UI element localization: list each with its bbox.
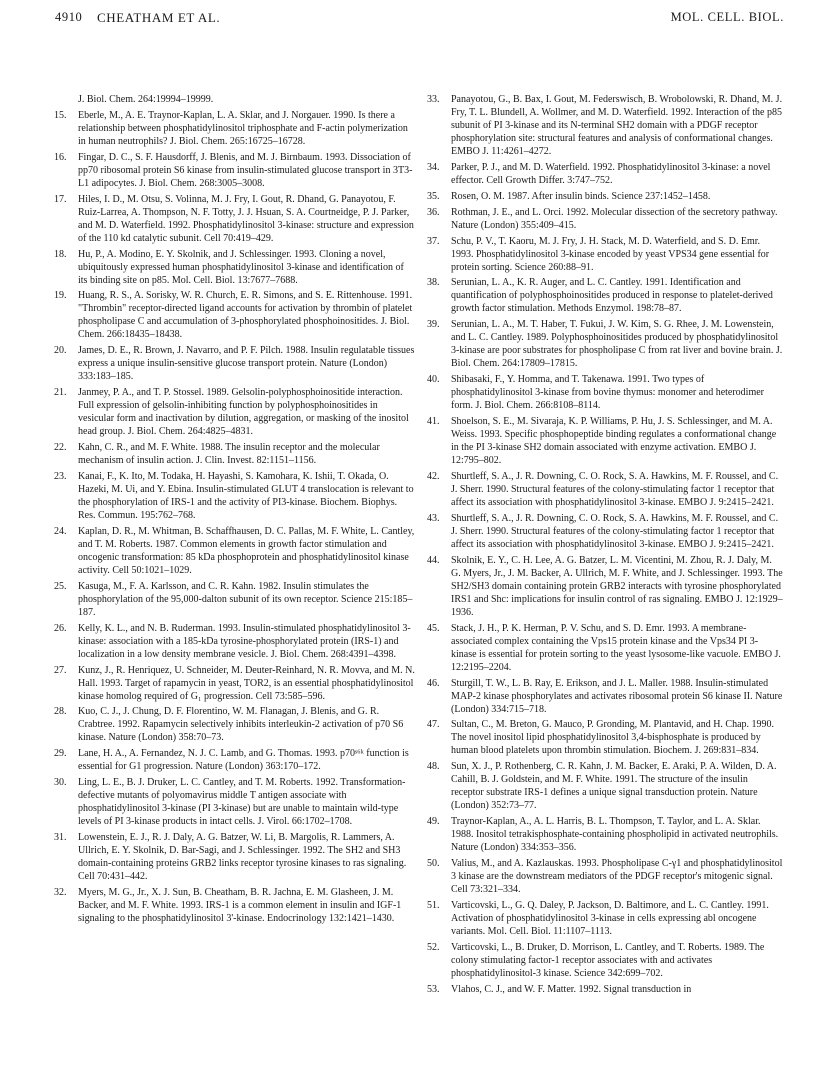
reference-number: 30. xyxy=(54,777,67,789)
reference-number: 45. xyxy=(427,622,440,634)
reference-entry xyxy=(427,941,783,980)
reference-entry xyxy=(427,93,783,158)
reference-entry xyxy=(54,386,415,438)
reference-entry xyxy=(427,318,783,370)
reference-number: 35. xyxy=(427,190,440,202)
reference-entry xyxy=(427,415,783,467)
reference-entry xyxy=(427,512,783,551)
reference-column-left xyxy=(54,93,415,928)
reference-entry xyxy=(54,664,415,703)
reference-entry xyxy=(427,815,783,854)
reference-text: Stack, J. H., P. K. Herman, P. V. Schu, and S. D. Emr. 1993. A membrane-associated complex containing the Vps15 protein kinase and the Vps34 PI 3-kinase is essential for protein sorting to the yeast lysosome-like vacuole. EMBO J. 12:2195–2204. xyxy=(451,622,781,673)
reference-text: Hu, P., A. Modino, E. Y. Skolnik, and J. Schlessinger. 1993. Cloning a novel, ubiquitously expressed human phosphatidylinositol 3-kinase and identification of its binding site on p85. Mol. Cell. Biol. 13:7677–7688. xyxy=(78,248,404,286)
reference-number: 23. xyxy=(54,471,67,483)
running-authors: CHEATHAM ET AL. xyxy=(97,10,221,25)
reference-text: Kahn, C. R., and M. F. White. 1988. The insulin receptor and the molecular mechanism of insulin action. J. Clin. Invest. 82:1151–1156. xyxy=(78,442,380,467)
reference-text: Parker, P. J., and M. D. Waterfield. 1992. Phosphatidylinositol 3-kinase: a novel effector. Cell Growth Differ. 3:747–752. xyxy=(451,161,771,186)
running-header xyxy=(0,10,816,30)
reference-text: Sun, X. J., P. Rothenberg, C. R. Kahn, J. M. Backer, E. Araki, P. A. Wilden, D. A. Cahill, B. J. Goldstein, and M. F. White. 1991. The structure of the insulin receptor substrate IRS-1 defines a unique signal transduction protein. Nature (London) 352:73–77. xyxy=(451,761,777,812)
reference-number: 53. xyxy=(427,983,440,995)
reference-number: 46. xyxy=(427,677,440,689)
reference-number: 49. xyxy=(427,816,440,828)
reference-entry xyxy=(427,206,783,232)
reference-number: 50. xyxy=(427,858,440,870)
reference-number: 52. xyxy=(427,941,440,953)
reference-number: 38. xyxy=(427,277,440,289)
reference-text: Schu, P. V., T. Kaoru, M. J. Fry, J. H. Stack, M. D. Waterfield, and S. D. Emr. 1993. Phosphatidylinositol 3-kinase encoded by yeast VPS34 gene essential for protein sorting. Science 260:88–91. xyxy=(451,235,770,273)
reference-entry xyxy=(427,718,783,757)
reference-text: Ling, L. E., B. J. Druker, L. C. Cantley, and T. M. Roberts. 1992. Transformation-defective mutants of polyomavirus middle T antigen associate with phosphatidylinositol 3-kinase (PI 3-kinase) but are unable to maintain wild-type levels of PI 3-kinase products in intact cells. J. Virol. 66:1702–1708. xyxy=(78,777,406,828)
reference-entry xyxy=(427,622,783,674)
reference-text: Lane, H. A., A. Fernandez, N. J. C. Lamb, and G. Thomas. 1993. p70ˢ⁶ᵏ function is essential for G1 progression. Nature (London) 363:170–172. xyxy=(78,748,409,773)
reference-number: 24. xyxy=(54,525,67,537)
reference-number: 33. xyxy=(427,94,440,105)
reference-text: Varticovski, L., B. Druker, D. Morrison, L. Cantley, and T. Roberts. 1989. The colony stimulating factor-1 receptor associates with and activates phosphatidylinositol-3 kinase. Science 342:699–702. xyxy=(451,941,765,979)
reference-text: Fingar, D. C., S. F. Hausdorff, J. Blenis, and M. J. Birnbaum. 1993. Dissociation of pp70 ribosomal protein S6 kinase from insulin-stimulated glucose transport in 3T3-L1 adipocytes. J. Biol. Chem. 268:3005–3008. xyxy=(78,151,413,189)
reference-entry xyxy=(54,109,415,148)
reference-number: 40. xyxy=(427,374,440,386)
reference-text: Shoelson, S. E., M. Sivaraja, K. P. Williams, P. Hu, J. S. Schlessinger, and M. A. Weiss. 1993. Specific phosphopeptide binding regulates a conformational change in the PI 3-kinase SH2 domain associated with enzyme activation. EMBO J. 12:795–802. xyxy=(451,416,777,467)
reference-number: 43. xyxy=(427,512,440,524)
reference-entry xyxy=(427,983,783,996)
reference-column-right xyxy=(427,93,783,999)
reference-number: 31. xyxy=(54,832,67,844)
reference-number: 16. xyxy=(54,151,67,163)
reference-text: Shibasaki, F., Y. Homma, and T. Takenawa. 1991. Two types of phosphatidylinositol 3-kinase from bovine thymus: monomer and heterodimer form. J. Biol. Chem. 266:8108–8114. xyxy=(451,374,765,412)
reference-number: 21. xyxy=(54,387,67,399)
reference-entry xyxy=(427,190,783,203)
reference-text: Kuo, C. J., J. Chung, D. F. Florentino, W. M. Flanagan, J. Blenis, and G. R. Crabtree. 1992. Rapamycin selectively inhibits interleukin-2 activation of p70 S6 kinase. Nature (London) 358:70–73. xyxy=(78,706,404,744)
reference-text: Kanai, F., K. Ito, M. Todaka, H. Hayashi, S. Kamohara, K. Ishii, T. Okada, O. Hazeki, M. Ui, and Y. Ebina. Insulin-stimulated GLUT 4 translocation is relevant to the phosphorylation of IRS-1 and the activity of PI3-kinase. Biochem. Biophys. Res. Commun. 195:762–768. xyxy=(78,471,414,522)
reference-number: 20. xyxy=(54,345,67,357)
reference-number: 48. xyxy=(427,761,440,773)
reference-entry xyxy=(427,161,783,187)
reference-entry xyxy=(54,151,415,190)
reference-entry xyxy=(54,886,415,925)
reference-text: Shurtleff, S. A., J. R. Downing, C. O. Rock, S. A. Hawkins, M. F. Roussel, and C. J. Sherr. 1990. Structural features of the colony-stimulating factor 1 receptor that affect its association with phosphatidylinositol 3-kinase. EMBO J. 9:2415–2421. xyxy=(451,471,779,509)
reference-text: Valius, M., and A. Kazlauskas. 1993. Phospholipase C-γ1 and phosphatidylinositol 3 kinase are the downstream mediators of the PDGF receptor's mitogenic signal. Cell 73:321–334. xyxy=(451,858,783,896)
reference-entry xyxy=(54,525,415,577)
reference-text: Skolnik, E. Y., C. H. Lee, A. G. Batzer, L. M. Vicentini, M. Zhou, R. J. Daly, M. G. Myers, Jr., J. M. Backer, A. Ullrich, M. F. White, and J. Schlessinger. 1993. The SH2/SH3 domain containing protein GRB2 interacts with tyrosine phosphorylated IRS1 and Shc: implications for insulin control of ras signaling. EMBO J. 12:1929–1936. xyxy=(451,554,783,618)
reference-text: Sturgill, T. W., L. B. Ray, E. Erikson, and J. L. Maller. 1988. Insulin-stimulated MAP-2 kinase phosphorylates and activates ribosomal protein S6 kinase II. Nature (London) 334:715–718. xyxy=(451,677,783,715)
reference-number: 18. xyxy=(54,248,67,260)
reference-text: Rosen, O. M. 1987. After insulin binds. Science 237:1452–1458. xyxy=(451,190,711,202)
reference-number: 26. xyxy=(54,622,67,634)
reference-entry xyxy=(54,622,415,661)
reference-text: Kasuga, M., F. A. Karlsson, and C. R. Kahn. 1982. Insulin stimulates the phosphorylation of the 95,000-dalton subunit of its own receptor. Science 215:185–187. xyxy=(78,580,413,618)
reference-text: Eberle, M., A. E. Traynor-Kaplan, L. A. Sklar, and J. Norgauer. 1990. Is there a relationship between phosphatidylinositol triphosphate and F-actin polymerization in human neutrophils? J. Biol. Chem. 265:16725–16728. xyxy=(78,109,408,147)
reference-number: 27. xyxy=(54,664,67,676)
reference-entry xyxy=(54,776,415,828)
reference-entry xyxy=(54,441,415,467)
reference-number: 29. xyxy=(54,748,67,760)
reference-entry xyxy=(54,747,415,773)
reference-text: Vlahos, C. J., and W. F. Matter. 1992. Signal transduction in xyxy=(451,983,692,995)
reference-entry xyxy=(54,831,415,883)
reference-entry xyxy=(54,705,415,744)
reference-text: Kaplan, D. R., M. Whitman, B. Schaffhausen, D. C. Pallas, M. F. White, L. Cantley, and T. M. Roberts. 1987. Common elements in growth factor stimulation and oncogenic transformation: 85 kDa phosphoprotein and phosphatidylinositol kinase activity. Cell 50:1021–1029. xyxy=(78,525,415,576)
reference-number: 34. xyxy=(427,161,440,173)
reference-number: 44. xyxy=(427,554,440,566)
reference-continuation: J. Biol. Chem. 264:19994–19999. xyxy=(78,94,214,105)
reference-text: Rothman, J. E., and L. Orci. 1992. Molecular dissection of the secretory pathway. Nature (London) 355:409–415. xyxy=(451,206,778,231)
reference-text: Serunian, L. A., M. T. Haber, T. Fukui, J. W. Kim, S. G. Rhee, J. M. Lowenstein, and L. C. Cantley. 1989. Polyphosphoinositides produced by phosphatidylinositol 3-kinase are poor substrates for phospholipase C from rat liver and bovine brain. J. Biol. Chem. 264:17809–17815. xyxy=(451,319,783,370)
reference-entry xyxy=(427,235,783,274)
reference-text: Shurtleff, S. A., J. R. Downing, C. O. Rock, S. A. Hawkins, M. F. Roussel, and C. J. Sherr. 1990. Structural features of the colony-stimulating factor 1 receptor that affect its association with phosphatidylinositol 3-kinase. EMBO J. 9:2415–2421. xyxy=(451,512,779,550)
reference-text: Janmey, P. A., and T. P. Stossel. 1989. Gelsolin-polyphosphoinositide interaction. Full expression of gelsolin-inhibiting function by polyphosphoinositides in vesicular form and inactivation by dilution, aggregation, or masking of the inositol head group. J. Biol. Chem. 264:4825–4831. xyxy=(78,387,409,438)
reference-text: Huang, R. S., A. Sorisky, W. R. Church, E. R. Simons, and S. E. Rittenhouse. 1991. "Thrombin" receptor-directed ligand accounts for activation by thrombin of platelet phospholipase C and accumulation of 3-phosphorylated phosphoinositides. J. Biol. Chem. 266:18435–18438. xyxy=(78,290,413,341)
reference-entry xyxy=(427,857,783,896)
reference-number: 15. xyxy=(54,109,67,121)
reference-number: 39. xyxy=(427,319,440,331)
reference-entry xyxy=(427,276,783,315)
reference-text: Panayotou, G., B. Bax, I. Gout, M. Federswisch, B. Wrobolowski, R. Dhand, M. J. Fry, T. L. Blundell, A. Wollmer, and M. D. Waterfield. 1992. Interaction of the p85 subunit of PI 3-kinase and its N-terminal SH2 domain with a PDGF receptor phosphorylation site: structural features and analysis of conformational changes. EMBO J. 11:4261–4272. xyxy=(451,94,783,157)
reference-entry xyxy=(54,248,415,287)
reference-text: Varticovski, L., G. Q. Daley, P. Jackson, D. Baltimore, and L. C. Cantley. 1991. Activation of phosphatidylinositol 3-kinase in cells expressing abl oncogene variants. Mol. Cell. Biol. 11:1107–1113. xyxy=(451,900,769,938)
reference-text: Serunian, L. A., K. R. Auger, and L. C. Cantley. 1991. Identification and quantification of polyphosphoinositides produced in response to platelet-derived growth factor stimulation. Methods Enzymol. 198:78–87. xyxy=(451,277,773,315)
reference-entry xyxy=(54,193,415,245)
reference-text: Traynor-Kaplan, A., A. L. Harris, B. L. Thompson, T. Taylor, and L. A. Sklar. 1988. Inositol tetrakisphosphate-containing phospholipid in activated neutrophils. Nature (London) 334:353–356. xyxy=(451,816,779,854)
reference-entry xyxy=(427,554,783,619)
reference-entry xyxy=(427,760,783,812)
reference-number: 17. xyxy=(54,193,67,205)
reference-text: Hiles, I. D., M. Otsu, S. Volinna, M. J. Fry, I. Gout, R. Dhand, G. Panayotou, F. Ruiz-Larrea, A. Thompson, N. F. Totty, J. J. Hsuan, S. A. Courtneidge, P. J. Parker, and M. D. Waterfield. 1992. Phosphatidylinositol 3-kinase: structure and expression of the 110 kd catalytic subunit. Cell 70:419–429. xyxy=(78,193,414,244)
reference-number: 37. xyxy=(427,235,440,247)
journal-abbrev: MOL. CELL. BIOL. xyxy=(670,10,784,24)
reference-entry xyxy=(54,344,415,383)
reference-number: 25. xyxy=(54,580,67,592)
reference-entry xyxy=(427,899,783,938)
reference-entry xyxy=(427,470,783,509)
reference-number: 42. xyxy=(427,471,440,483)
reference-number: 41. xyxy=(427,416,440,428)
reference-text: Myers, M. G., Jr., X. J. Sun, B. Cheatham, B. R. Jachna, E. M. Glasheen, J. M. Backer, and M. F. White. 1993. IRS-1 is a common element in insulin and IGF-1 signaling to the phosphatidylinositol 3'-kinase. Endocrinology 132:1421–1430. xyxy=(78,887,402,925)
reference-entry xyxy=(54,580,415,619)
reference-entry xyxy=(427,677,783,716)
reference-text: Kunz, J., R. Henriquez, U. Schneider, M. Deuter-Reinhard, N. R. Movva, and M. N. Hall. 1993. Target of rapamycin in yeast, TOR2, is an essential phosphatidylinositol kinase homolog required of G₁ progression. Cell 73:585–596. xyxy=(78,664,415,702)
reference-text: Kelly, K. L., and N. B. Ruderman. 1993. Insulin-stimulated phosphatidylinositol 3-kinase: association with a 185-kDa tyrosine-phosphorylated protein (IRS-1) and localization in a low density membrane vesicle. J. Biol. Chem. 268:4391–4398. xyxy=(78,622,411,660)
reference-number: 51. xyxy=(427,900,440,912)
reference-number: 36. xyxy=(427,206,440,218)
reference-text: Lowenstein, E. J., R. J. Daly, A. G. Batzer, W. Li, B. Margolis, R. Lammers, A. Ullrich, E. Y. Skolnik, D. Bar-Sagi, and J. Schlessinger. 1992. The SH2 and SH3 domain-containing proteins GRB2 links receptor tyrosine kinases to ras signaling. Cell 70:431–442. xyxy=(78,832,407,883)
reference-number: 22. xyxy=(54,442,67,454)
reference-number: 28. xyxy=(54,706,67,718)
reference-number: 19. xyxy=(54,290,67,302)
reference-entry xyxy=(427,373,783,412)
reference-text: James, D. E., R. Brown, J. Navarro, and P. F. Pilch. 1988. Insulin regulatable tissues express a unique insulin-sensitive glucose transport protein. Nature (London) 333:183–185. xyxy=(78,345,415,383)
reference-number: 47. xyxy=(427,719,440,731)
reference-entry xyxy=(54,289,415,341)
reference-number: 32. xyxy=(54,887,67,899)
page-number: 4910 xyxy=(55,10,83,24)
reference-entry xyxy=(54,470,415,522)
reference-text: Sultan, C., M. Breton, G. Mauco, P. Gronding, M. Plantavid, and H. Chap. 1990. The novel inositol lipid phosphatidylinositol 3,4-bisphosphate is produced by human blood platelets upon thrombin stimulation. Biochem. J. 269:831–834. xyxy=(451,719,775,757)
